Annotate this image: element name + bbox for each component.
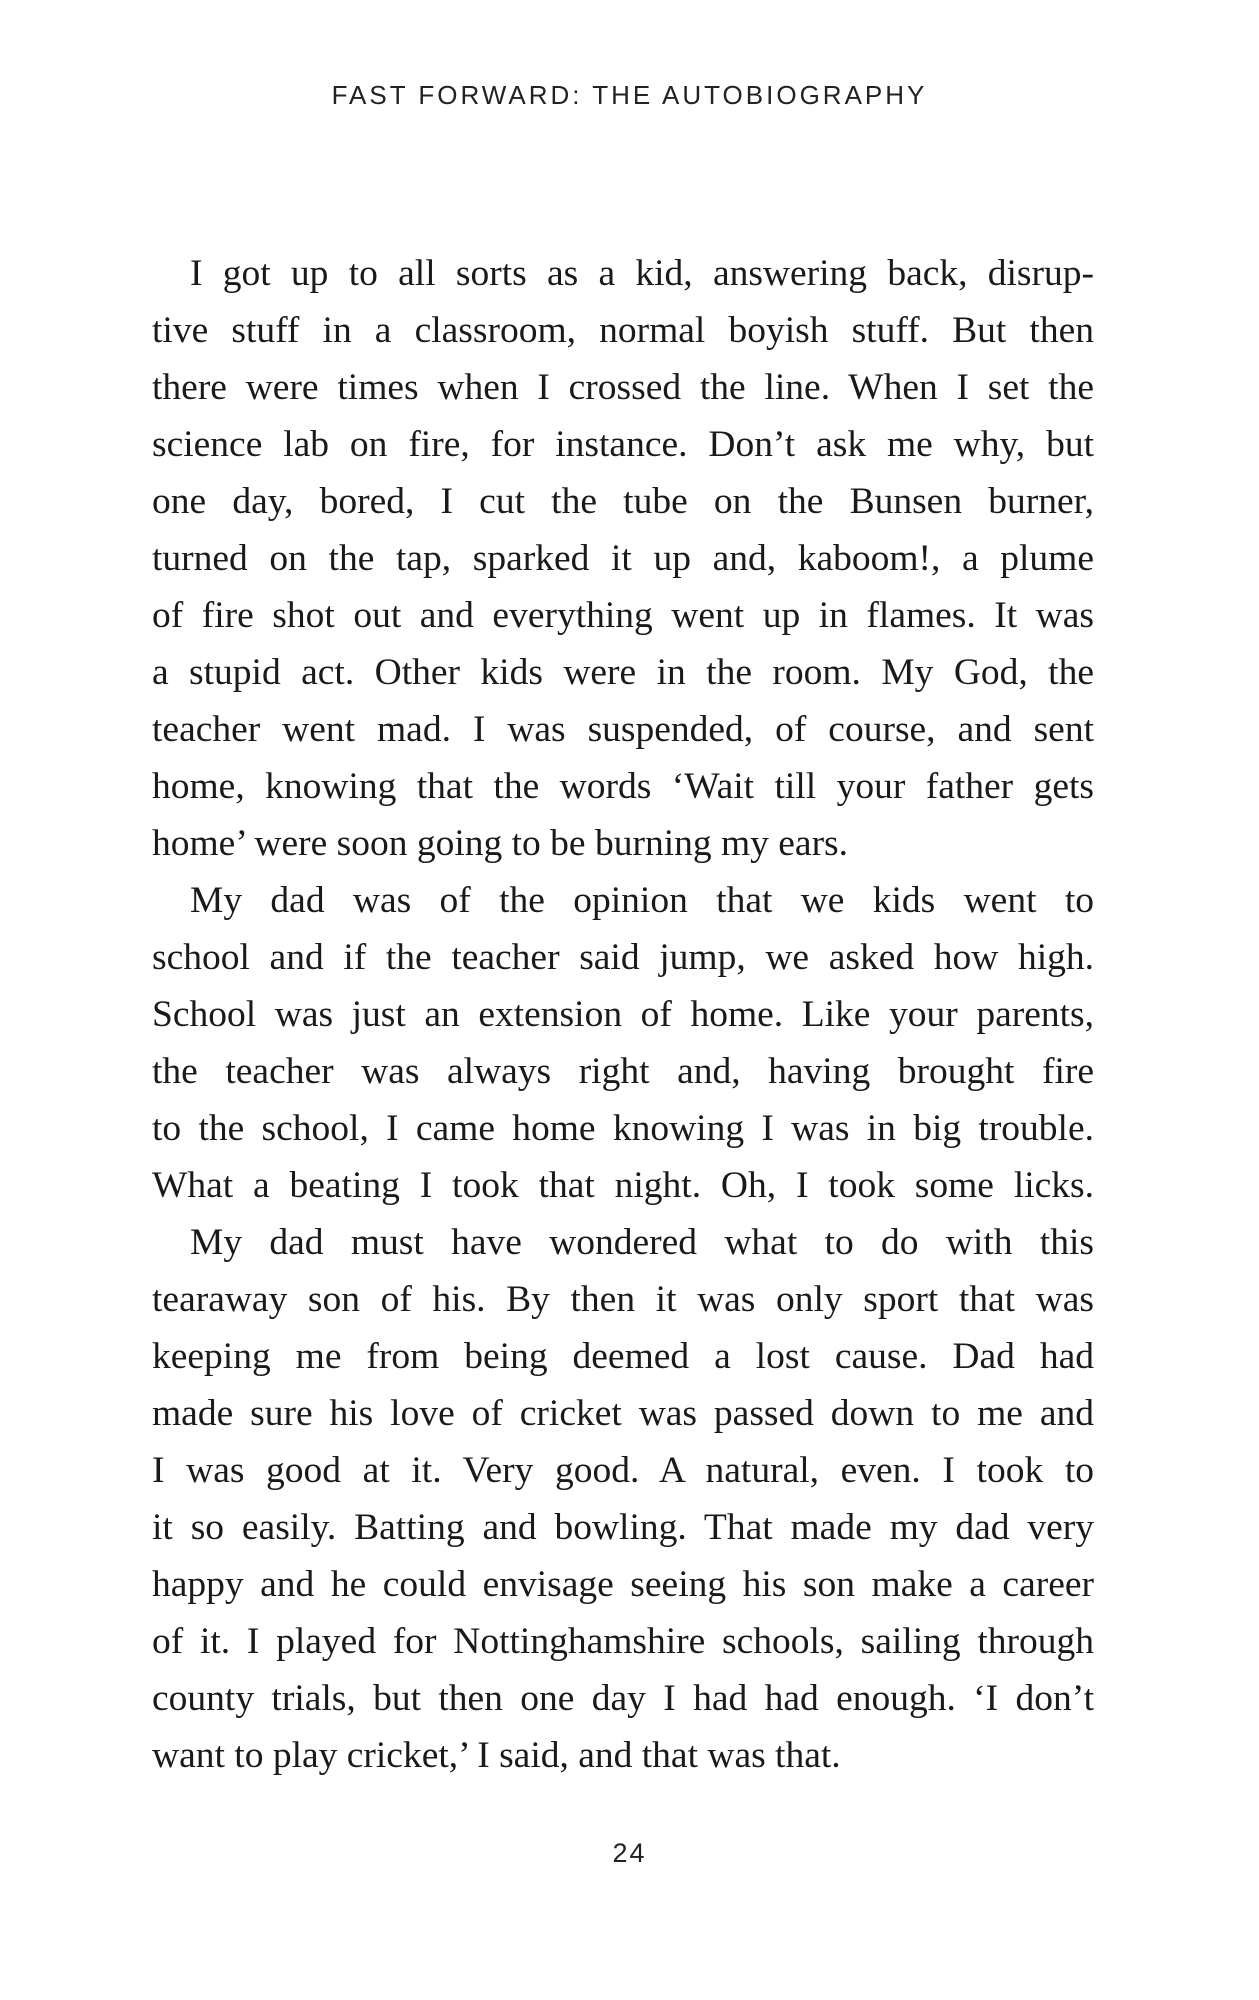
text-line: made sure his love of cricket was passed down to me and xyxy=(152,1393,1094,1434)
body-text xyxy=(152,245,1094,1784)
text-line: the teacher was always right and, having brought fire xyxy=(152,1051,1094,1092)
text-line: happy and he could envisage seeing his son make a career xyxy=(152,1564,1094,1605)
text-line: I was good at it. Very good. A natural, even. I took to xyxy=(152,1450,1094,1491)
text-line: home’ were soon going to be burning my ears. xyxy=(152,823,849,864)
text-line: My dad was of the opinion that we kids went to xyxy=(190,880,1094,921)
running-head: FAST FORWARD: THE AUTOBIOGRAPHY xyxy=(331,80,928,110)
page-number: 24 xyxy=(612,1838,647,1868)
text-line: keeping me from being deemed a lost cause. Dad had xyxy=(152,1336,1094,1377)
text-line: it so easily. Batting and bowling. That made my dad very xyxy=(152,1507,1094,1548)
text-line: School was just an extension of home. Like your parents, xyxy=(152,994,1094,1035)
text-line: tearaway son of his. By then it was only sport that was xyxy=(152,1279,1094,1320)
text-line: teacher went mad. I was suspended, of course, and sent xyxy=(152,709,1094,750)
text-line: want to play cricket,’ I said, and that was that. xyxy=(152,1735,841,1776)
text-line: science lab on fire, for instance. Don’t ask me why, but xyxy=(152,424,1094,465)
text-line: school and if the teacher said jump, we asked how high. xyxy=(152,937,1094,978)
text-line: one day, bored, I cut the tube on the Bunsen burner, xyxy=(152,481,1094,522)
text-line: home, knowing that the words ‘Wait till your father gets xyxy=(152,766,1094,807)
paragraph-2 xyxy=(152,872,1094,1214)
text-line: turned on the tap, sparked it up and, kaboom!, a plume xyxy=(152,538,1094,579)
text-line: My dad must have wondered what to do with this xyxy=(190,1222,1094,1263)
paragraph-1 xyxy=(152,245,1094,872)
text-line: to the school, I came home knowing I was in big trouble. xyxy=(152,1108,1094,1149)
paragraph-3 xyxy=(152,1214,1094,1784)
text-line: a stupid act. Other kids were in the room. My God, the xyxy=(152,652,1094,693)
text-line: of it. I played for Nottinghamshire schools, sailing through xyxy=(152,1621,1094,1662)
text-line: there were times when I crossed the line. When I set the xyxy=(152,367,1094,408)
text-line: I got up to all sorts as a kid, answering back, disrup- xyxy=(190,253,1094,294)
text-line: tive stuff in a classroom, normal boyish stuff. But then xyxy=(152,310,1094,351)
text-line: What a beating I took that night. Oh, I took some licks. xyxy=(152,1165,1094,1206)
text-line: county trials, but then one day I had had enough. ‘I don’t xyxy=(152,1678,1094,1719)
text-line: of fire shot out and everything went up in flames. It was xyxy=(152,595,1094,636)
